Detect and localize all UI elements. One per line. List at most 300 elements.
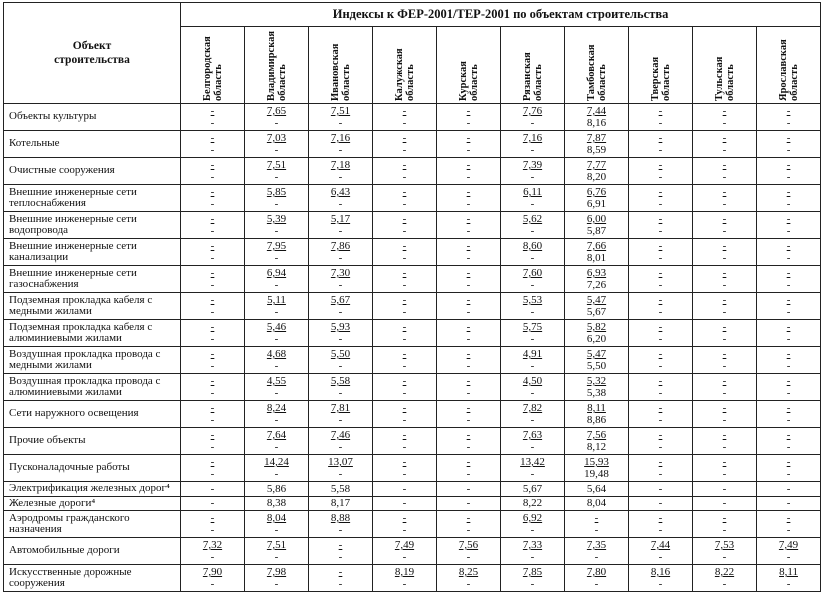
fer-index-value: - [658,105,663,117]
fer-index-value: - [786,186,791,198]
ter-index-value: - [530,414,535,426]
index-cell [565,455,629,482]
fer-index-value: 8,25 [458,566,479,578]
region-header [565,27,629,104]
ter-index-value: - [530,306,535,318]
index-cell [693,104,757,131]
ter-index-value: - [786,144,791,156]
fer-index-value: - [466,294,471,306]
ter-index-value: - [402,225,407,237]
fer-index-value: 5,32 [586,375,607,387]
ter-index-value: - [210,252,215,264]
ter-index-value: 5,38 [586,387,607,399]
fer-index-value: - [210,348,215,360]
index-cell [245,511,309,538]
fer-index-value: - [786,375,791,387]
ter-index-value: 8,01 [586,252,607,264]
index-cell [757,293,821,320]
index-cell [309,212,373,239]
region-label: Калужская область [393,48,416,101]
index-cell [693,511,757,538]
region-label: Курская область [457,61,480,101]
index-value: - [658,482,663,495]
ter-index-value: - [786,360,791,372]
index-cell [309,538,373,565]
region-label: Тульская область [713,56,736,101]
ter-index-value: - [210,117,215,129]
index-cell [181,293,245,320]
index-cell [309,131,373,158]
ter-index-value: - [786,414,791,426]
fer-index-value: - [338,539,343,551]
ter-index-value: - [786,225,791,237]
ter-index-value: - [210,333,215,345]
ter-index-value: - [210,578,215,590]
fer-index-value: - [402,456,407,468]
index-cell [501,320,565,347]
ter-index-value: - [210,171,215,183]
fer-index-value: - [402,132,407,144]
index-cell [629,455,693,482]
ter-index-value: - [402,387,407,399]
index-cell [629,374,693,401]
index-value: - [722,482,727,495]
ter-index-value: - [530,144,535,156]
ter-index-value: - [274,144,279,156]
fer-index-value: - [658,348,663,360]
ter-index-value: - [530,551,535,563]
index-cell [565,428,629,455]
fer-index-value: - [210,240,215,252]
fer-index-value: - [466,186,471,198]
fer-index-value: - [786,321,791,333]
index-cell [629,158,693,185]
fer-index-value: - [402,348,407,360]
ter-index-value: - [274,252,279,264]
region-header [757,27,821,104]
fer-index-value: 8,16 [650,566,671,578]
ter-index-value: - [338,524,343,536]
index-cell [501,266,565,293]
index-cell [181,185,245,212]
index-cell [245,401,309,428]
index-cell [693,131,757,158]
ter-index-value: - [274,171,279,183]
fer-index-value: 7,30 [330,267,351,279]
ter-index-value: - [402,524,407,536]
table-row [4,320,821,347]
index-cell [565,538,629,565]
index-cell [565,158,629,185]
index-cell [373,266,437,293]
index-cell [437,239,501,266]
index-cell [181,320,245,347]
index-value: - [786,497,791,510]
ter-index-value: - [338,279,343,291]
index-cell [693,239,757,266]
index-cell [629,401,693,428]
fer-index-value: 5,46 [266,321,287,333]
ter-index-value: - [210,198,215,210]
fer-index-value: 4,50 [522,375,543,387]
fer-index-value: 8,11 [587,402,606,414]
ter-index-value: - [210,360,215,372]
fer-index-value: 6,11 [523,186,542,198]
ter-index-value: - [786,387,791,399]
object-name: Очистные сооружения [4,158,181,185]
index-cell [501,538,565,565]
index-cell [309,266,373,293]
index-cell [757,320,821,347]
ter-index-value: - [402,117,407,129]
ter-index-value: - [402,333,407,345]
fer-index-value: 6,94 [266,267,287,279]
fer-index-value: 7,56 [458,539,479,551]
index-cell [565,239,629,266]
ter-index-value: - [658,279,663,291]
index-cell [757,104,821,131]
index-cell [245,266,309,293]
index-cell [373,320,437,347]
table-row [4,374,821,401]
index-cell [437,565,501,592]
index-value: 5,67 [522,482,543,495]
ter-index-value: - [722,225,727,237]
index-cell [501,104,565,131]
object-header-label: Объект строительства [54,40,130,66]
index-cell [693,212,757,239]
fer-index-value: 7,95 [266,240,287,252]
index-cell [373,185,437,212]
ter-index-value: - [658,225,663,237]
index-cell [181,347,245,374]
ter-index-value: - [786,551,791,563]
ter-index-value: 8,86 [586,414,607,426]
table-row [4,401,821,428]
fer-index-value: 7,16 [330,132,351,144]
ter-index-value: - [466,468,471,480]
fer-index-value: 5,75 [522,321,543,333]
fer-index-value: - [466,213,471,225]
index-cell [309,401,373,428]
index-cell [245,496,309,511]
index-cell [757,131,821,158]
fer-index-value: 7,51 [330,105,351,117]
index-cell [309,185,373,212]
index-cell [181,538,245,565]
ter-index-value: - [402,306,407,318]
index-cell [757,511,821,538]
index-cell [373,482,437,497]
ter-index-value: - [530,441,535,453]
fer-index-value: - [722,375,727,387]
ter-index-value: - [274,551,279,563]
fer-index-value: 5,82 [586,321,607,333]
index-cell [309,320,373,347]
fer-index-value: - [466,456,471,468]
fer-index-value: - [402,186,407,198]
fer-index-value: 7,90 [202,566,223,578]
ter-index-value: - [274,333,279,345]
fer-index-value: - [658,456,663,468]
fer-index-value: - [466,402,471,414]
ter-index-value: - [658,171,663,183]
index-cell [757,158,821,185]
fer-index-value: 7,18 [330,159,351,171]
fer-index-value: 5,50 [330,348,351,360]
index-cell [565,131,629,158]
index-cell [245,374,309,401]
fer-index-value: 8,24 [266,402,287,414]
object-name: Объекты культуры [4,104,181,131]
fer-index-value: - [722,267,727,279]
index-cell [181,239,245,266]
index-cell [565,401,629,428]
region-label: Белгородская область [201,36,224,101]
ter-index-value: - [402,414,407,426]
ter-index-value: - [658,524,663,536]
fer-index-value: 6,00 [586,213,607,225]
object-name: Железные дороги⁴ [4,496,181,511]
ter-index-value: - [722,414,727,426]
ter-index-value: - [466,252,471,264]
fer-index-value: - [466,348,471,360]
table-row [4,482,821,497]
ter-index-value: - [338,360,343,372]
ter-index-value: - [658,387,663,399]
fer-index-value: - [658,429,663,441]
ter-index-value: - [466,578,471,590]
index-cell [181,266,245,293]
index-cell [565,212,629,239]
index-cell [373,455,437,482]
index-cell [757,374,821,401]
ter-index-value: - [530,225,535,237]
ter-index-value: - [338,198,343,210]
ter-index-value: - [658,551,663,563]
fer-index-value: - [722,213,727,225]
ter-index-value: 6,91 [586,198,607,210]
ter-index-value: - [338,252,343,264]
ter-index-value: - [786,468,791,480]
fer-index-value: 6,43 [330,186,351,198]
index-cell [309,104,373,131]
ter-index-value: 5,87 [586,225,607,237]
fer-index-value: 7,85 [522,566,543,578]
fer-index-value: - [722,348,727,360]
object-name: Аэродромы гражданского назначения [4,511,181,538]
index-cell [373,538,437,565]
fer-index-value: - [210,105,215,117]
index-cell [245,131,309,158]
table-row [4,104,821,131]
ter-index-value: - [402,441,407,453]
index-cell [629,239,693,266]
object-name: Внешние инженерные сети газоснабжения [4,266,181,293]
fer-index-value: - [402,512,407,524]
index-cell [181,511,245,538]
fer-index-value: - [466,375,471,387]
fer-index-value: - [466,512,471,524]
index-cell [437,496,501,511]
index-cell [245,320,309,347]
index-cell [757,482,821,497]
index-cell [693,428,757,455]
ter-index-value: - [274,225,279,237]
fer-index-value: - [722,321,727,333]
ter-index-value: - [722,306,727,318]
table-row [4,455,821,482]
object-name: Внешние инженерные сети канализации [4,239,181,266]
index-cell [373,511,437,538]
index-cell [245,158,309,185]
index-cell [245,293,309,320]
ter-index-value: - [466,225,471,237]
fer-index-value: - [786,456,791,468]
ter-index-value: - [210,414,215,426]
ter-index-value: - [466,117,471,129]
index-cell [565,511,629,538]
ter-index-value: - [722,441,727,453]
ter-index-value: - [210,551,215,563]
ter-index-value: - [274,279,279,291]
index-cell [501,455,565,482]
fer-index-value: 7,80 [586,566,607,578]
fer-index-value: 8,22 [714,566,735,578]
index-cell [181,401,245,428]
ter-index-value: - [338,306,343,318]
ter-index-value: 8,20 [586,171,607,183]
index-cell [757,347,821,374]
fer-index-value: - [786,429,791,441]
ter-index-value: - [402,252,407,264]
ter-index-value: - [722,171,727,183]
ter-index-value: - [786,441,791,453]
fer-index-value: - [210,213,215,225]
ter-index-value: - [274,414,279,426]
ter-index-value: 5,67 [586,306,607,318]
ter-index-value: - [210,468,215,480]
index-cell [501,482,565,497]
fer-index-value: - [402,267,407,279]
index-cell [437,320,501,347]
ter-index-value: - [274,468,279,480]
fer-index-value: - [658,294,663,306]
index-value: 8,22 [522,497,543,510]
object-name: Сети наружного освещения [4,401,181,428]
region-header [181,27,245,104]
fer-index-value: - [722,512,727,524]
fer-index-value: - [338,566,343,578]
index-cell [373,104,437,131]
ter-index-value: - [338,333,343,345]
fer-index-value: 5,17 [330,213,351,225]
index-cell [629,104,693,131]
ter-index-value: - [658,441,663,453]
index-cell [693,158,757,185]
fer-index-value: 5,67 [330,294,351,306]
fer-index-value: - [658,402,663,414]
index-cell [501,496,565,511]
index-cell [309,496,373,511]
ter-index-value: - [530,279,535,291]
index-cell [501,511,565,538]
fer-index-value: 7,32 [202,539,223,551]
fer-index-value: - [210,159,215,171]
table-row [4,131,821,158]
index-cell [565,482,629,497]
ter-index-value: - [594,578,599,590]
index-cell [629,131,693,158]
object-name: Воздушная прокладка провода с алюминиевыми жилами [4,374,181,401]
fer-index-value: - [786,132,791,144]
ter-index-value: - [722,252,727,264]
ter-index-value: - [722,360,727,372]
ter-index-value: - [466,279,471,291]
fer-index-value: - [466,240,471,252]
index-cell [693,347,757,374]
index-cell [565,104,629,131]
index-cell [245,538,309,565]
index-cell [501,565,565,592]
index-cell [437,455,501,482]
ter-index-value: - [466,524,471,536]
fer-index-value: - [466,159,471,171]
fer-index-value: 8,88 [330,512,351,524]
ter-index-value: - [786,198,791,210]
object-name: Искусственные дорожные сооружения [4,565,181,592]
index-cell [757,565,821,592]
ter-index-value: - [210,306,215,318]
index-cell [309,511,373,538]
fer-index-value: - [658,321,663,333]
ter-index-value: - [274,578,279,590]
index-cell [437,511,501,538]
fer-index-value: - [210,132,215,144]
ter-index-value: - [722,551,727,563]
index-cell [309,482,373,497]
index-cell [181,482,245,497]
fer-index-value: 4,55 [266,375,287,387]
fer-index-value: 8,11 [779,566,798,578]
table-row [4,428,821,455]
index-cell [373,158,437,185]
index-cell [437,428,501,455]
fer-index-value: - [402,105,407,117]
fer-index-value: - [210,512,215,524]
index-cell [565,293,629,320]
index-cell [373,401,437,428]
ter-index-value: - [402,198,407,210]
index-cell [501,212,565,239]
index-cell [309,293,373,320]
index-cell [629,482,693,497]
ter-index-value: - [466,306,471,318]
index-cell [565,320,629,347]
ter-index-value: - [594,551,599,563]
region-header [309,27,373,104]
fer-index-value: 7,39 [522,159,543,171]
ter-index-value: - [466,144,471,156]
index-value: - [466,482,471,495]
index-cell [181,131,245,158]
index-cell [373,212,437,239]
fer-index-value: 5,62 [522,213,543,225]
fer-index-value: 7,44 [650,539,671,551]
object-name: Подземная прокладка кабеля с алюминиевыми жилами [4,320,181,347]
ter-index-value: - [530,117,535,129]
index-cell [181,565,245,592]
